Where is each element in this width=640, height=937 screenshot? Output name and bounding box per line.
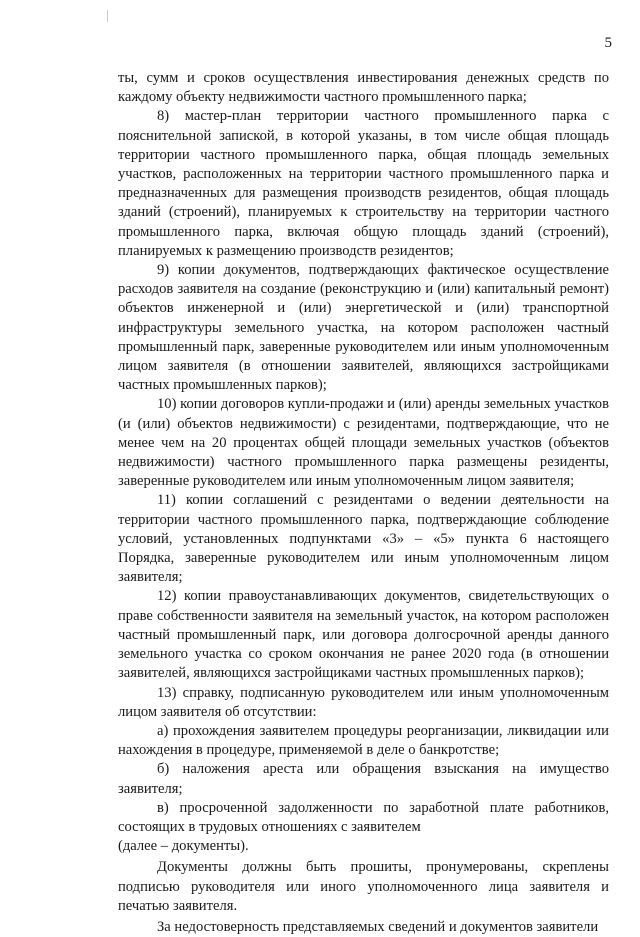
paragraph-documents-requirements: Документы должны быть прошиты, пронумерованы, скреплены подписью руководителя или иного уполномоченного лица заявителя и печатью заявителя. bbox=[118, 859, 609, 914]
paragraph-item-11: 11) копии соглашений с резидентами о ведении деятельности на территории частного промышленного парка, подтверждающие соблюдение условий, установленных подпунктами «3» – «5» пункта 6 настоящего Порядка, заверенные руководителем или иным уполномоченным лицом заявителя; bbox=[118, 492, 609, 586]
paragraph-definition: (далее – документы). bbox=[118, 838, 249, 855]
paragraph-continuation: ты, сумм и сроков осуществления инвестирования денежных средств по каждому объекту недвижимости частного промышленного парка; bbox=[118, 70, 609, 106]
paragraph-item-9: 9) копии документов, подтверждающих фактическое осуществление расходов заявителя на создание (реконструкцию и (или) капитальный ремонт) объектов инженерной и (или) энергетической и (или) транспортной инфраструктуры земельного участка, на котором расположен частный промышленный парк, заверенные руководителем или иным уполномоченным лицом заявителя (в отношении заявителей, являющихся застройщиками частных промышленных парков); bbox=[118, 262, 609, 394]
scan-artifact bbox=[107, 10, 108, 22]
paragraph-subitem-b: б) наложения ареста или обращения взыскания на имущество заявителя; bbox=[118, 761, 609, 797]
paragraph-item-8: 8) мастер-план территории частного промышленного парка с пояснительной запиской, в которой указаны, в том числе общая площадь территории частного промышленного парка, общая площадь земельных участков, расположенных на территории частного промышленного парка и предназначенных для размещения производств резидентов, общая площадь зданий (строений), планируемых к строительству на территории частного промышленного парка, включая общую площадь зданий (строений), планируемых к размещению производств резидентов; bbox=[118, 108, 609, 259]
page-number: 5 bbox=[604, 35, 612, 51]
document-body bbox=[118, 69, 609, 937]
paragraph-item-10: 10) копии договоров купли-продажи и (или) аренды земельных участков (и (или) объектов недвижимости) с резидентами, подтверждающие, что не менее чем на 20 процентах общей площади земельных участков (объектов недвижимости) частного промышленного парка размещены резиденты, заверенные руководителем или иным уполномоченным лицом заявителя; bbox=[118, 396, 609, 490]
paragraph-subitem-a: а) прохождения заявителем процедуры реорганизации, ликвидации или нахождения в процедуре, применяемой в деле о банкротстве; bbox=[118, 722, 609, 759]
paragraph-responsibility: За недостоверность представляемых сведений и документов заявители bbox=[157, 918, 599, 935]
paragraph-item-13: 13) справку, подписанную руководителем или иным уполномоченным лицом заявителя об отсутствии: bbox=[118, 684, 609, 720]
paragraph-item-12: 12) копии правоустанавливающих документов, свидетельствующих о праве собственности заявителя на земельный участок, на котором расположен частный промышленный парк, или договора долгосрочной аренды данного земельного участка со сроком окончания не ранее 2020 года (в отношении заявителей, являющихся застройщиками частных промышленных парков); bbox=[118, 588, 609, 682]
paragraph-subitem-v: в) просроченной задолженности по заработной плате работников, состоящих в трудовых отношениях с заявителем bbox=[118, 799, 609, 835]
